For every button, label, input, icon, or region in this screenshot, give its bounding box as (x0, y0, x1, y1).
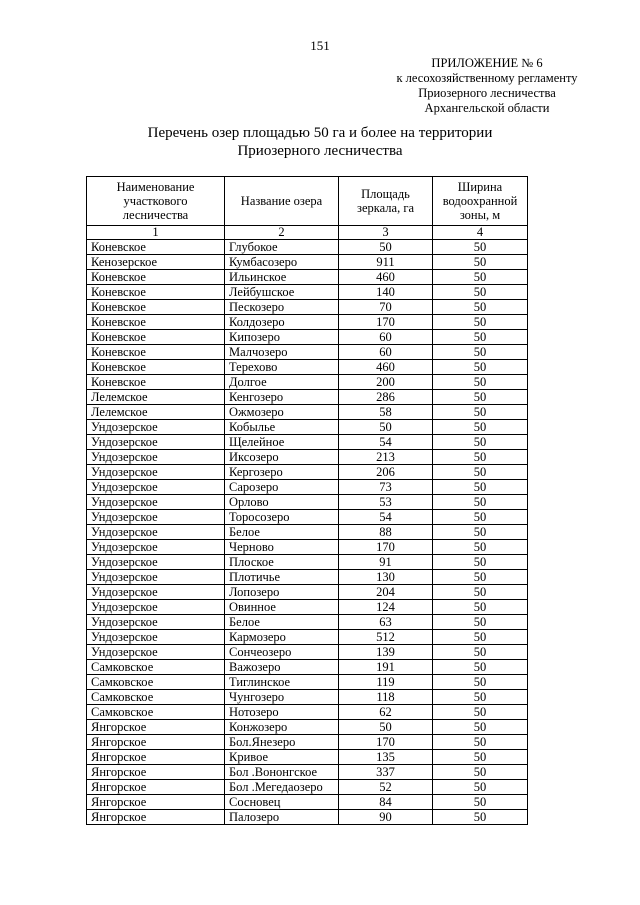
column-number: 4 (433, 226, 528, 240)
cell-zone-width: 50 (433, 525, 528, 540)
cell-area: 50 (339, 720, 433, 735)
table-row (87, 390, 528, 405)
cell-forestry: Лелемское (87, 390, 225, 405)
cell-zone-width: 50 (433, 420, 528, 435)
table-body (87, 240, 528, 825)
cell-lake-name: Бол.Янезеро (225, 735, 339, 750)
cell-area: 460 (339, 360, 433, 375)
cell-forestry: Янгорское (87, 765, 225, 780)
cell-zone-width: 50 (433, 375, 528, 390)
cell-zone-width: 50 (433, 630, 528, 645)
table-row (87, 660, 528, 675)
cell-forestry: Ундозерское (87, 420, 225, 435)
cell-forestry: Кенозерское (87, 255, 225, 270)
table-row (87, 675, 528, 690)
cell-lake-name: Щелейное (225, 435, 339, 450)
cell-lake-name: Сончеозеро (225, 645, 339, 660)
table-row (87, 465, 528, 480)
cell-lake-name: Ожмозеро (225, 405, 339, 420)
cell-area: 60 (339, 345, 433, 360)
cell-forestry: Самковское (87, 660, 225, 675)
header-forestry: Наименование участкового лесничества (87, 177, 225, 226)
cell-forestry: Ундозерское (87, 465, 225, 480)
cell-lake-name: Черново (225, 540, 339, 555)
cell-area: 213 (339, 450, 433, 465)
cell-zone-width: 50 (433, 615, 528, 630)
cell-area: 84 (339, 795, 433, 810)
cell-area: 54 (339, 510, 433, 525)
table-row (87, 795, 528, 810)
cell-zone-width: 50 (433, 540, 528, 555)
cell-area: 206 (339, 465, 433, 480)
cell-area: 337 (339, 765, 433, 780)
cell-area: 170 (339, 315, 433, 330)
cell-zone-width: 50 (433, 510, 528, 525)
cell-lake-name: Чунгозеро (225, 690, 339, 705)
cell-lake-name: Орлово (225, 495, 339, 510)
table-row (87, 705, 528, 720)
header-area: Площадь зеркала, га (339, 177, 433, 226)
cell-zone-width: 50 (433, 795, 528, 810)
cell-area: 50 (339, 240, 433, 255)
table-header-row (87, 177, 528, 226)
table-row (87, 540, 528, 555)
cell-forestry: Янгорское (87, 735, 225, 750)
cell-forestry: Ундозерское (87, 480, 225, 495)
cell-forestry: Коневское (87, 375, 225, 390)
cell-zone-width: 50 (433, 495, 528, 510)
table-row (87, 735, 528, 750)
cell-zone-width: 50 (433, 735, 528, 750)
table-row (87, 780, 528, 795)
cell-lake-name: Долгое (225, 375, 339, 390)
cell-lake-name: Сарозеро (225, 480, 339, 495)
cell-zone-width: 50 (433, 345, 528, 360)
cell-forestry: Самковское (87, 705, 225, 720)
cell-lake-name: Кобылье (225, 420, 339, 435)
cell-zone-width: 50 (433, 405, 528, 420)
cell-lake-name: Лейбушское (225, 285, 339, 300)
lakes-table (86, 176, 528, 825)
cell-area: 91 (339, 555, 433, 570)
column-number: 1 (87, 226, 225, 240)
cell-area: 118 (339, 690, 433, 705)
column-number-row (87, 226, 528, 240)
cell-zone-width: 50 (433, 720, 528, 735)
cell-forestry: Янгорское (87, 810, 225, 825)
cell-forestry: Ундозерское (87, 495, 225, 510)
cell-lake-name: Тиглинское (225, 675, 339, 690)
cell-area: 512 (339, 630, 433, 645)
appendix-line: к лесохозяйственному регламенту (396, 71, 578, 85)
appendix-line: Приозерного лесничества (418, 86, 556, 100)
cell-lake-name: Ильинское (225, 270, 339, 285)
cell-forestry: Ундозерское (87, 600, 225, 615)
cell-area: 73 (339, 480, 433, 495)
header-lake-name: Название озера (225, 177, 339, 226)
cell-zone-width: 50 (433, 600, 528, 615)
cell-forestry: Ундозерское (87, 615, 225, 630)
header-zone-width: Ширина водоохранной зоны, м (433, 177, 528, 226)
table-row (87, 285, 528, 300)
cell-forestry: Ундозерское (87, 630, 225, 645)
table-row (87, 600, 528, 615)
cell-forestry: Янгорское (87, 750, 225, 765)
cell-zone-width: 50 (433, 705, 528, 720)
cell-lake-name: Кергозеро (225, 465, 339, 480)
cell-zone-width: 50 (433, 270, 528, 285)
cell-lake-name: Колдозеро (225, 315, 339, 330)
table-row (87, 555, 528, 570)
cell-zone-width: 50 (433, 480, 528, 495)
table-row (87, 480, 528, 495)
table-row (87, 300, 528, 315)
cell-area: 58 (339, 405, 433, 420)
cell-lake-name: Торосозеро (225, 510, 339, 525)
cell-lake-name: Кривое (225, 750, 339, 765)
table-row (87, 525, 528, 540)
column-number: 2 (225, 226, 339, 240)
cell-area: 170 (339, 735, 433, 750)
cell-forestry: Ундозерское (87, 585, 225, 600)
table-row (87, 270, 528, 285)
cell-area: 50 (339, 420, 433, 435)
cell-area: 460 (339, 270, 433, 285)
cell-zone-width: 50 (433, 300, 528, 315)
table-row (87, 375, 528, 390)
cell-forestry: Коневское (87, 345, 225, 360)
cell-area: 191 (339, 660, 433, 675)
cell-forestry: Янгорское (87, 795, 225, 810)
table-row (87, 585, 528, 600)
table-row (87, 315, 528, 330)
table-row (87, 240, 528, 255)
cell-forestry: Ундозерское (87, 510, 225, 525)
cell-forestry: Самковское (87, 675, 225, 690)
cell-lake-name: Лопозеро (225, 585, 339, 600)
cell-lake-name: Нотозеро (225, 705, 339, 720)
cell-lake-name: Бол .Вононгское (225, 765, 339, 780)
table-row (87, 420, 528, 435)
cell-lake-name: Глубокое (225, 240, 339, 255)
cell-zone-width: 50 (433, 645, 528, 660)
cell-zone-width: 50 (433, 660, 528, 675)
cell-area: 124 (339, 600, 433, 615)
cell-area: 54 (339, 435, 433, 450)
title-line: Приозерного лесничества (237, 143, 403, 159)
table-row (87, 630, 528, 645)
cell-area: 135 (339, 750, 433, 765)
table-row (87, 405, 528, 420)
cell-lake-name: Сосновец (225, 795, 339, 810)
cell-lake-name: Кармозеро (225, 630, 339, 645)
cell-lake-name: Кенгозеро (225, 390, 339, 405)
appendix-line: ПРИЛОЖЕНИЕ № 6 (431, 56, 543, 70)
cell-area: 90 (339, 810, 433, 825)
cell-area: 911 (339, 255, 433, 270)
cell-zone-width: 50 (433, 450, 528, 465)
cell-forestry: Янгорское (87, 720, 225, 735)
cell-zone-width: 50 (433, 360, 528, 375)
cell-area: 139 (339, 645, 433, 660)
cell-area: 130 (339, 570, 433, 585)
cell-area: 286 (339, 390, 433, 405)
cell-lake-name: Важозеро (225, 660, 339, 675)
table-row (87, 645, 528, 660)
cell-zone-width: 50 (433, 810, 528, 825)
cell-zone-width: 50 (433, 330, 528, 345)
table-row (87, 720, 528, 735)
cell-area: 60 (339, 330, 433, 345)
table-row (87, 615, 528, 630)
cell-lake-name: Белое (225, 525, 339, 540)
cell-zone-width: 50 (433, 570, 528, 585)
cell-zone-width: 50 (433, 465, 528, 480)
cell-area: 63 (339, 615, 433, 630)
cell-area: 200 (339, 375, 433, 390)
cell-forestry: Ундозерское (87, 525, 225, 540)
table-row (87, 495, 528, 510)
cell-zone-width: 50 (433, 765, 528, 780)
cell-zone-width: 50 (433, 390, 528, 405)
cell-zone-width: 50 (433, 240, 528, 255)
cell-area: 204 (339, 585, 433, 600)
table-row (87, 330, 528, 345)
cell-lake-name: Кумбасозеро (225, 255, 339, 270)
cell-forestry: Ундозерское (87, 645, 225, 660)
table-row (87, 510, 528, 525)
cell-zone-width: 50 (433, 435, 528, 450)
cell-lake-name: Бол .Мегедаозеро (225, 780, 339, 795)
cell-forestry: Ундозерское (87, 570, 225, 585)
table-row (87, 810, 528, 825)
cell-lake-name: Палозеро (225, 810, 339, 825)
cell-area: 52 (339, 780, 433, 795)
table-row (87, 750, 528, 765)
cell-zone-width: 50 (433, 780, 528, 795)
table-row (87, 690, 528, 705)
table-row (87, 345, 528, 360)
cell-forestry: Коневское (87, 300, 225, 315)
table-row (87, 360, 528, 375)
cell-zone-width: 50 (433, 675, 528, 690)
cell-zone-width: 50 (433, 255, 528, 270)
cell-lake-name: Иксозеро (225, 450, 339, 465)
cell-zone-width: 50 (433, 690, 528, 705)
document-title (0, 124, 640, 160)
cell-area: 53 (339, 495, 433, 510)
cell-lake-name: Кипозеро (225, 330, 339, 345)
cell-forestry: Коневское (87, 270, 225, 285)
cell-area: 119 (339, 675, 433, 690)
cell-forestry: Ундозерское (87, 555, 225, 570)
appendix-line: Архангельской области (424, 101, 550, 115)
table-row (87, 765, 528, 780)
title-line: Перечень озер площадью 50 га и более на территории (147, 125, 493, 141)
cell-forestry: Ундозерское (87, 435, 225, 450)
table-row (87, 570, 528, 585)
cell-zone-width: 50 (433, 750, 528, 765)
appendix-heading (372, 56, 602, 116)
table-row (87, 435, 528, 450)
cell-lake-name: Плотичье (225, 570, 339, 585)
cell-lake-name: Малчозеро (225, 345, 339, 360)
cell-lake-name: Белое (225, 615, 339, 630)
cell-area: 140 (339, 285, 433, 300)
cell-forestry: Ундозерское (87, 450, 225, 465)
cell-forestry: Коневское (87, 360, 225, 375)
cell-zone-width: 50 (433, 585, 528, 600)
cell-forestry: Коневское (87, 330, 225, 345)
table-row (87, 255, 528, 270)
cell-forestry: Янгорское (87, 780, 225, 795)
cell-lake-name: Терехово (225, 360, 339, 375)
cell-lake-name: Пескозеро (225, 300, 339, 315)
cell-zone-width: 50 (433, 285, 528, 300)
cell-forestry: Ундозерское (87, 540, 225, 555)
page-number: 151 (310, 38, 330, 53)
cell-forestry: Коневское (87, 240, 225, 255)
cell-zone-width: 50 (433, 315, 528, 330)
cell-forestry: Самковское (87, 690, 225, 705)
cell-forestry: Коневское (87, 315, 225, 330)
column-number: 3 (339, 226, 433, 240)
cell-forestry: Лелемское (87, 405, 225, 420)
table-row (87, 450, 528, 465)
cell-lake-name: Плоское (225, 555, 339, 570)
cell-area: 70 (339, 300, 433, 315)
cell-zone-width: 50 (433, 555, 528, 570)
cell-area: 170 (339, 540, 433, 555)
cell-lake-name: Овинное (225, 600, 339, 615)
cell-forestry: Коневское (87, 285, 225, 300)
cell-area: 62 (339, 705, 433, 720)
cell-area: 88 (339, 525, 433, 540)
cell-lake-name: Конжозеро (225, 720, 339, 735)
